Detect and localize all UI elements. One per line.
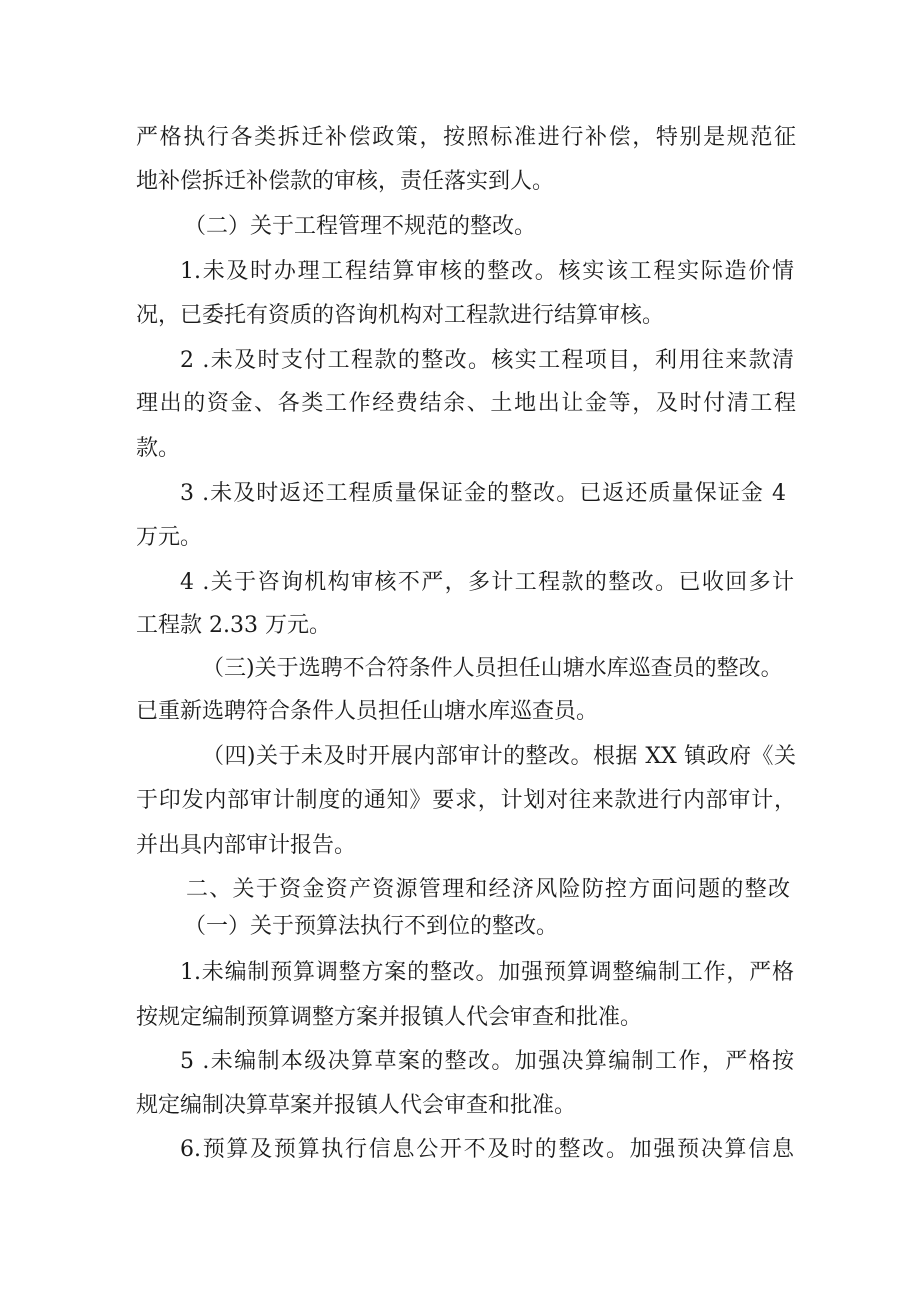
text-line: 况，已委托有资质的咨询机构对工程款进行结算审核。 [136,303,665,328]
text-line: 4 .关于咨询机构审核不严，多计工程款的整改。已收回多计 [180,570,794,595]
text-line: 2 .未及时支付工程款的整改。核实工程项目，利用往来款清 [180,348,794,373]
text-line: 按规定编制预算调整方案并报镇人代会审查和批准。 [136,1005,643,1030]
text-line: 并出具内部审计报告。 [136,833,357,858]
text-line: 理出的资金、各类工作经费结余、土地出让金等，及时付清工程 [136,391,796,416]
section-heading: （三)关于选聘不合符条件人员担任山塘水库巡查员的整改。 [202,656,783,681]
text-line: 于印发内部审计制度的通知》要求，计划对往来款进行内部审计， [136,788,796,813]
chapter-heading: 二、关于资金资产资源管理和经济风险防控方面问题的整改 [186,877,790,902]
section-heading: （二）关于工程管理不规范的整改。 [184,214,537,239]
section-heading: （一）关于预算法执行不到位的整改。 [184,914,559,939]
text-line: 5 .未编制本级决算草案的整改。加强决算编制工作，严格按 [180,1049,794,1074]
text-line: 已重新选聘符合条件人员担任山塘水库巡查员。 [136,699,599,724]
text-line: 工程款 2.33 万元。 [136,613,331,638]
section-heading: （四)关于未及时开展内部审计的整改。根据 XX 镇政府《关 [202,744,796,769]
text-line: 1.未及时办理工程结算审核的整改。核实该工程实际造价情 [180,259,794,284]
text-line: 万元。 [136,525,203,550]
text-line: 1.未编制预算调整方案的整改。加强预算调整编制工作，严格 [180,960,794,985]
text-line: 地补偿拆迁补偿款的审核，责任落实到人。 [136,169,555,194]
text-line: 严格执行各类拆迁补偿政策，按照标准进行补偿，特别是规范征 [136,125,796,150]
text-line: 款。 [136,436,181,461]
text-line: 6.预算及预算执行信息公开不及时的整改。加强预决算信息 [180,1137,794,1162]
text-line: 3 .未及时返还工程质量保证金的整改。已返还质量保证金 4 [180,481,786,506]
text-line: 规定编制决算草案并报镇人代会审查和批准。 [136,1093,577,1118]
